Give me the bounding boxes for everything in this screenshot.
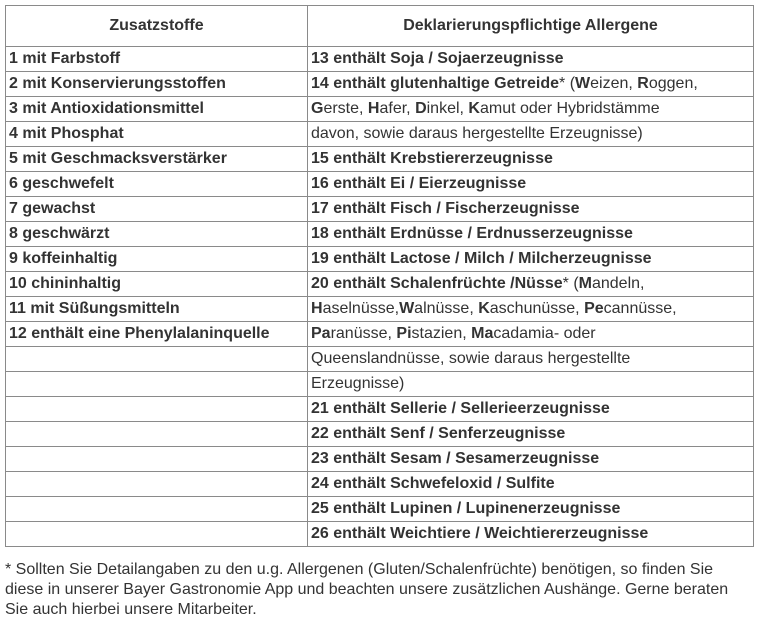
- allergen-16: 16 enthält Ei / Eierzeugnisse: [308, 172, 754, 197]
- additive-11: 11 mit Süßungsmitteln: [6, 297, 308, 322]
- table-row: [6, 172, 754, 197]
- table-row: [6, 247, 754, 272]
- table-row: [6, 297, 754, 322]
- table-row: [6, 372, 754, 397]
- table-row: [6, 197, 754, 222]
- allergen-14-line-1: 14 enthält glutenhaltige Getreide* (Weizen, Roggen,: [308, 72, 754, 97]
- table-row: [6, 272, 754, 297]
- additive-6: 6 geschwefelt: [6, 172, 308, 197]
- additive-8: 8 geschwärzt: [6, 222, 308, 247]
- empty-cell: [6, 372, 308, 397]
- allergen-19: 19 enthält Lactose / Milch / Milcherzeugnisse: [308, 247, 754, 272]
- allergen-14-label: 14 enthält glutenhaltige Getreide: [311, 75, 560, 92]
- table-row: [6, 347, 754, 372]
- allergen-20-line-1: 20 enthält Schalenfrüchte /Nüsse* (Mandeln,: [308, 272, 754, 297]
- table-row: [6, 397, 754, 422]
- table-row: [6, 72, 754, 97]
- table-row: [6, 47, 754, 72]
- footnote: * Sollten Sie Detailangaben zu den u.g. Allergenen (Gluten/Schalenfrüchte) benötigen, so finden Sie diese in unserer Bayer Gastronomie App und beachten unsere zusätzlichen Aushänge. Gerne beraten Sie auch hierbei unsere Mitarbeiter.: [5, 561, 729, 618]
- allergen-20-line-3: Paranüsse, Pistazien, Macadamia- oder: [308, 322, 754, 347]
- additive-7: 7 gewachst: [6, 197, 308, 222]
- empty-cell: [6, 497, 308, 522]
- table-row: [6, 497, 754, 522]
- header-allergens: Deklarierungspflichtige Allergene: [308, 6, 754, 47]
- table-row: [6, 322, 754, 347]
- allergen-25: 25 enthält Lupinen / Lupinenerzeugnisse: [308, 497, 754, 522]
- empty-cell: [6, 472, 308, 497]
- allergen-14-line-3: davon, sowie daraus hergestellte Erzeugnisse): [308, 122, 754, 147]
- allergen-14-line-2: Gerste, Hafer, Dinkel, Kamut oder Hybridstämme: [308, 97, 754, 122]
- allergen-13: 13 enthält Soja / Sojaerzeugnisse: [308, 47, 754, 72]
- empty-cell: [6, 347, 308, 372]
- empty-cell: [6, 397, 308, 422]
- additive-12: 12 enthält eine Phenylalaninquelle: [6, 322, 308, 347]
- header-additives: Zusatzstoffe: [6, 6, 308, 47]
- additive-5: 5 mit Geschmacksverstärker: [6, 147, 308, 172]
- allergen-table: [5, 5, 754, 547]
- table-header-row: [6, 6, 754, 47]
- table-row: [6, 122, 754, 147]
- additive-9: 9 koffeinhaltig: [6, 247, 308, 272]
- allergen-24: 24 enthält Schwefeloxid / Sulfite: [308, 472, 754, 497]
- empty-cell: [6, 422, 308, 447]
- table-row: [6, 472, 754, 497]
- table-row: [6, 422, 754, 447]
- table-row: [6, 97, 754, 122]
- allergen-17: 17 enthält Fisch / Fischerzeugnisse: [308, 197, 754, 222]
- empty-cell: [6, 447, 308, 472]
- allergen-21: 21 enthält Sellerie / Sellerieerzeugnisse: [308, 397, 754, 422]
- additive-4: 4 mit Phosphat: [6, 122, 308, 147]
- allergen-26: 26 enthält Weichtiere / Weichtiererzeugnisse: [308, 522, 754, 547]
- table-row: [6, 222, 754, 247]
- allergen-20-line-5: Erzeugnisse): [308, 372, 754, 397]
- allergen-20-line-4: Queenslandnüsse, sowie daraus hergestellte: [308, 347, 754, 372]
- allergen-23: 23 enthält Sesam / Sesamerzeugnisse: [308, 447, 754, 472]
- additive-3: 3 mit Antioxidationsmittel: [6, 97, 308, 122]
- table-row: [6, 522, 754, 547]
- allergen-18: 18 enthält Erdnüsse / Erdnusserzeugnisse: [308, 222, 754, 247]
- allergen-22: 22 enthält Senf / Senferzeugnisse: [308, 422, 754, 447]
- table-row: [6, 447, 754, 472]
- additive-1: 1 mit Farbstoff: [6, 47, 308, 72]
- table-row: [6, 147, 754, 172]
- allergen-20-line-2: Haselnüsse,Walnüsse, Kaschunüsse, Pecannüsse,: [308, 297, 754, 322]
- allergen-15: 15 enthält Krebstiererzeugnisse: [308, 147, 754, 172]
- empty-cell: [6, 522, 308, 547]
- allergen-20-label: 20 enthält Schalenfrüchte /Nüsse: [311, 275, 563, 292]
- additive-10: 10 chininhaltig: [6, 272, 308, 297]
- additive-2: 2 mit Konservierungsstoffen: [6, 72, 308, 97]
